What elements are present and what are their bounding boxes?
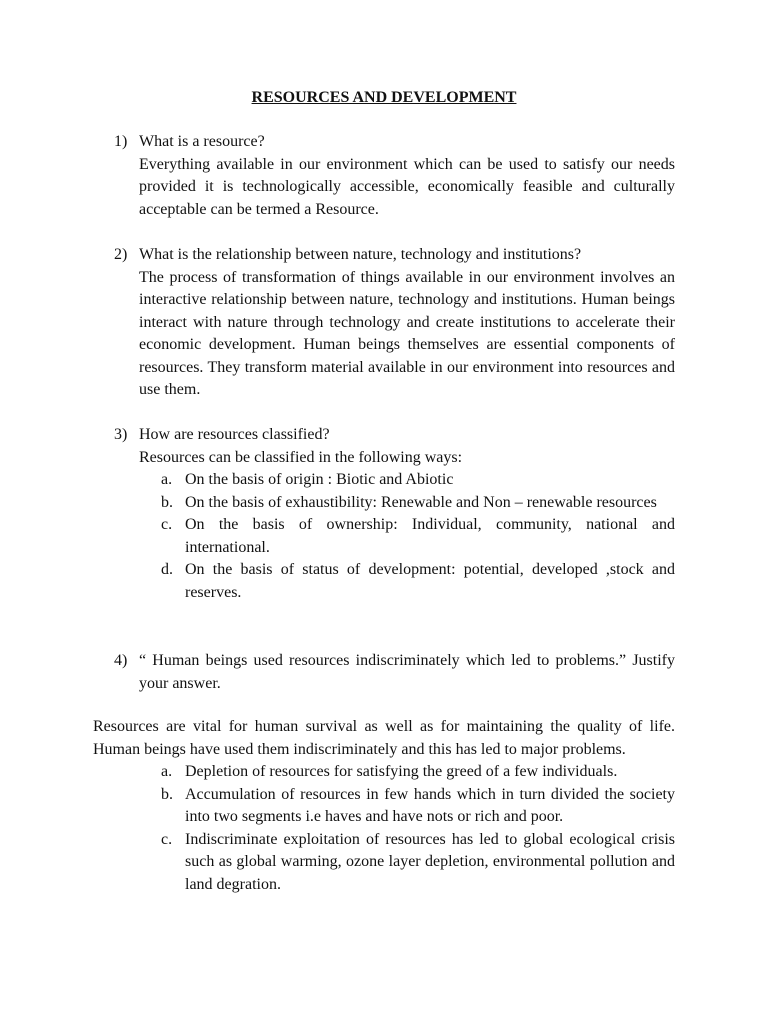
question-number: 2) [114, 246, 128, 263]
problems-list [93, 761, 675, 896]
list-item [139, 469, 675, 492]
question-text: What is the relationship between nature, technology and institutions? [139, 246, 582, 263]
question-text: What is a resource? [139, 133, 265, 150]
answer-text: Everything available in our environment which can be used to satisfy our needs provided it is technologically accessible, economically feasible and culturally acceptable can be termed a Resource. [139, 155, 675, 218]
list-item-text: On the basis of origin : Biotic and Abiotic [185, 471, 454, 488]
question-1 [114, 131, 675, 221]
list-letter: a. [161, 471, 173, 488]
list-item-text: On the basis of exhaustibility: Renewable and Non – renewable resources [185, 493, 657, 511]
question-text: “ Human beings used resources indiscriminately which led to problems.” Justify your answer. [139, 652, 675, 692]
question-2 [114, 244, 675, 402]
list-item [93, 761, 675, 784]
list-item [93, 829, 675, 897]
list-item-text: On the basis of status of development: potential, developed ,stock and reserves. [185, 561, 675, 601]
list-letter: a. [161, 763, 173, 780]
list-item-text: Accumulation of resources in few hands which in turn divided the society into two segments i.e haves and have nots or rich and poor. [185, 785, 675, 825]
list-item [139, 492, 675, 515]
list-item-text: On the basis of ownership: Individual, community, national and international. [185, 516, 675, 556]
list-letter: c. [161, 516, 173, 533]
question-number: 3) [114, 426, 128, 443]
answer-intro: Resources can be classified in the following ways: [139, 448, 463, 466]
answer-text: The process of transformation of things available in our environment involves an interactive relationship between nature, technology and institutions. Human beings interact with nature through technology and create institutions to accelerate their economic development. Human beings themselves are essential components of resources. They transform material available in our environment into resources and use them. [139, 268, 675, 398]
list-letter: c. [161, 830, 173, 848]
question-4 [114, 650, 675, 695]
question-3 [114, 424, 675, 604]
question-text: How are resources classified? [139, 426, 330, 443]
question-body [139, 244, 675, 402]
question-body [139, 131, 675, 221]
page-title: RESOURCES AND DEVELOPMENT [251, 89, 517, 106]
question-number: 4) [114, 652, 128, 669]
question-body [139, 424, 675, 604]
list-letter: b. [161, 785, 173, 803]
classification-list [139, 469, 675, 604]
list-item-text: Indiscriminate exploitation of resources has led to global ecological crisis such as global warming, ozone layer depletion, environmental pollution and land degration. [185, 830, 675, 893]
list-item [139, 559, 675, 604]
list-letter: d. [161, 561, 173, 578]
list-item-text: Depletion of resources for satisfying the greed of a few individuals. [185, 763, 618, 780]
answer-paragraph: Resources are vital for human survival as well as for maintaining the quality of life. Human beings have used them indiscriminately and this has led to major problems. [93, 718, 675, 758]
answer-4 [93, 716, 675, 896]
list-item [93, 784, 675, 829]
list-item [139, 514, 675, 559]
list-letter: b. [161, 493, 173, 511]
question-number: 1) [114, 133, 128, 150]
question-body [139, 650, 675, 695]
